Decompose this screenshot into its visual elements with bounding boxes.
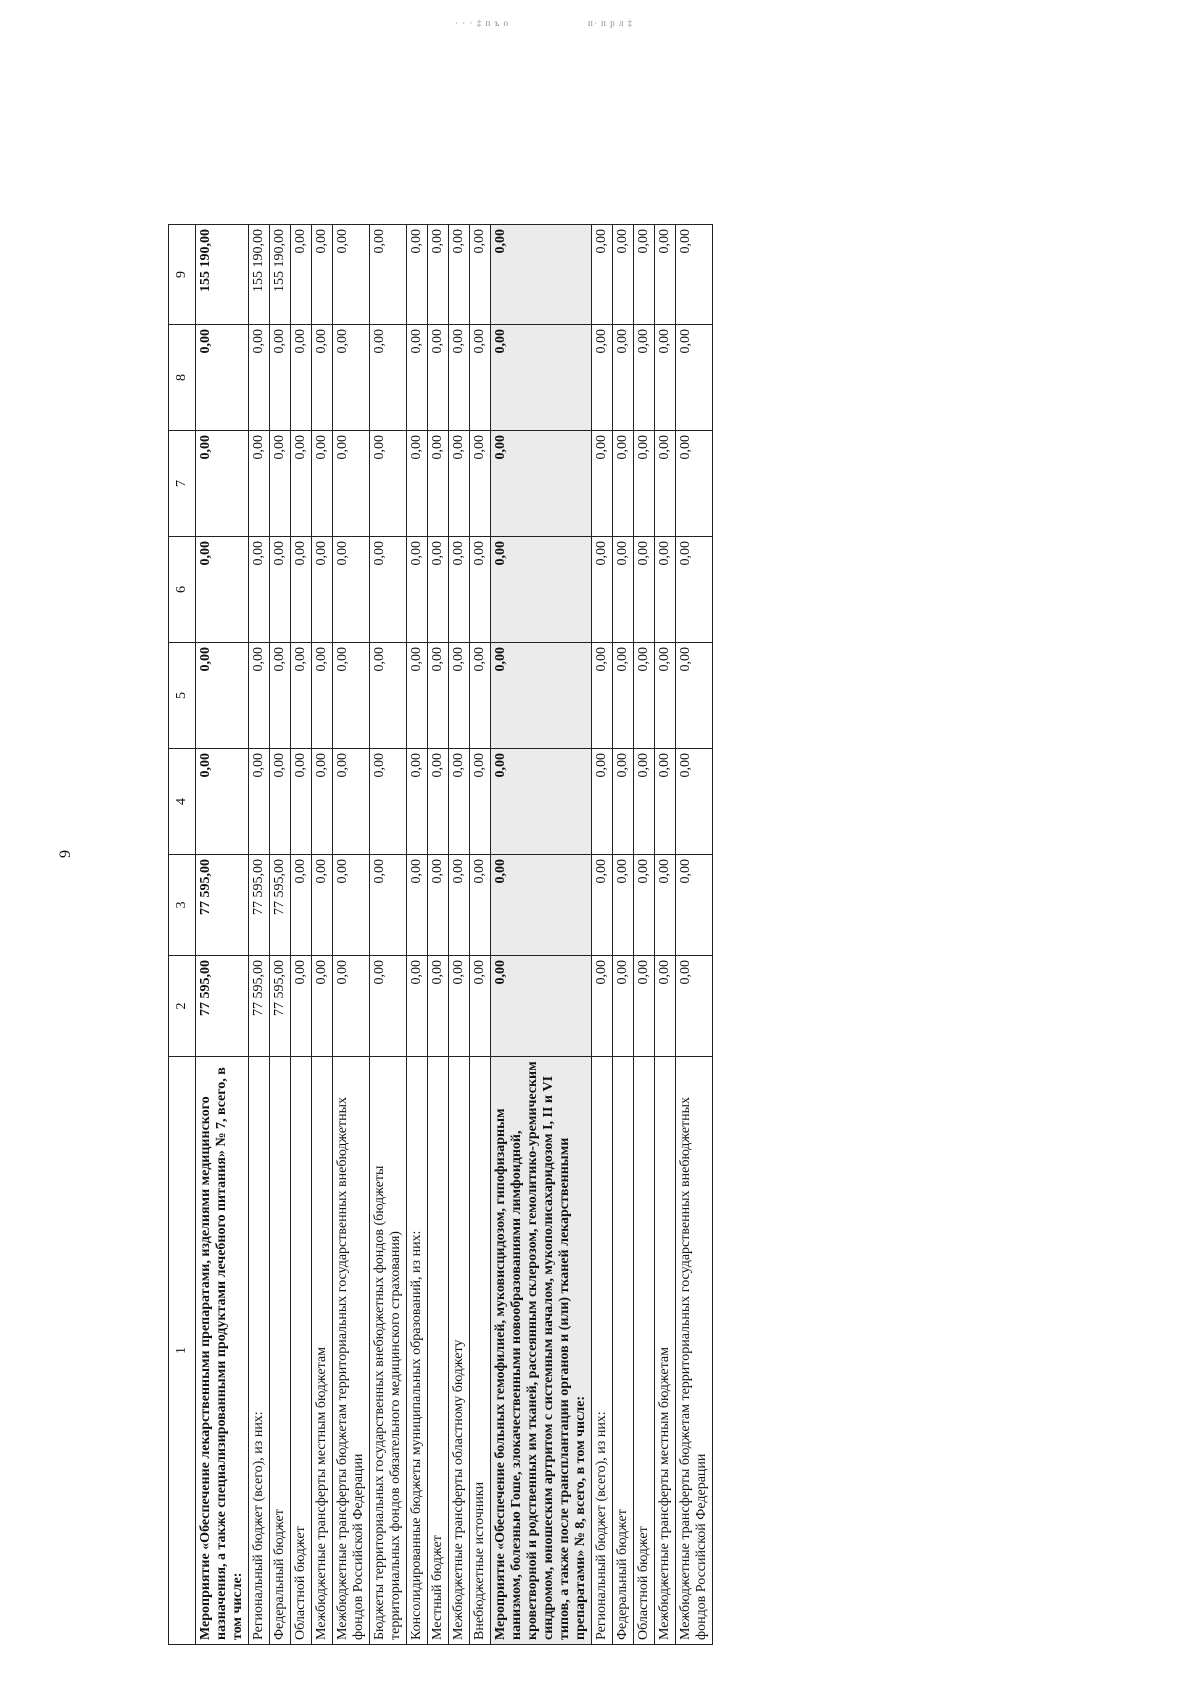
- value-cell: 0,00: [592, 325, 613, 431]
- value-cell: 77 595,00: [249, 855, 270, 956]
- value-cell: 0,00: [428, 537, 449, 643]
- value-cell: 0,00: [491, 956, 592, 1057]
- value-cell: 0,00: [470, 431, 491, 537]
- row-label: Мероприятие «Обеспечение лекарственными препаратами, изделиями медицинского назначения, а также специализированными продуктами лечебного питания» № 7, всего, в том числе:: [196, 1057, 249, 1645]
- value-cell: 0,00: [470, 643, 491, 749]
- value-cell: 77 595,00: [270, 855, 291, 956]
- value-cell: 0,00: [333, 431, 370, 537]
- value-cell: 0,00: [655, 643, 676, 749]
- value-cell: 0,00: [613, 749, 634, 855]
- value-cell: 0,00: [291, 431, 312, 537]
- value-cell: 0,00: [291, 855, 312, 956]
- column-header: 7: [169, 431, 196, 537]
- value-cell: 0,00: [407, 431, 428, 537]
- value-cell: 0,00: [370, 749, 407, 855]
- value-cell: 0,00: [249, 431, 270, 537]
- value-cell: 0,00: [370, 643, 407, 749]
- value-cell: 0,00: [270, 431, 291, 537]
- value-cell: 0,00: [613, 855, 634, 956]
- value-cell: 0,00: [428, 749, 449, 855]
- value-cell: 0,00: [370, 325, 407, 431]
- scan-mark-left: · · · ‡ п ъ о: [455, 18, 509, 28]
- value-cell: 0,00: [196, 749, 249, 855]
- value-cell: 0,00: [655, 855, 676, 956]
- value-cell: 0,00: [613, 643, 634, 749]
- value-cell: 0,00: [291, 749, 312, 855]
- value-cell: 77 595,00: [270, 956, 291, 1057]
- value-cell: 0,00: [333, 643, 370, 749]
- table-body: [196, 225, 713, 1645]
- table-row: [634, 225, 655, 1645]
- value-cell: 0,00: [449, 325, 470, 431]
- table-row: [249, 225, 270, 1645]
- value-cell: 0,00: [291, 225, 312, 325]
- value-cell: 0,00: [312, 225, 333, 325]
- column-header: 9: [169, 225, 196, 325]
- value-cell: 0,00: [449, 643, 470, 749]
- value-cell: 0,00: [428, 225, 449, 325]
- value-cell: 0,00: [592, 431, 613, 537]
- header-row: [169, 225, 196, 1645]
- value-cell: 0,00: [491, 537, 592, 643]
- page-number: 9: [57, 850, 74, 858]
- value-cell: 0,00: [370, 431, 407, 537]
- value-cell: 0,00: [312, 855, 333, 956]
- value-cell: 0,00: [270, 537, 291, 643]
- row-label: Консолидированные бюджеты муниципальных образований, из них:: [407, 1057, 428, 1645]
- value-cell: 0,00: [291, 956, 312, 1057]
- value-cell: 0,00: [249, 643, 270, 749]
- value-cell: 0,00: [634, 956, 655, 1057]
- value-cell: 0,00: [312, 749, 333, 855]
- value-cell: 0,00: [270, 643, 291, 749]
- table-row: [333, 225, 370, 1645]
- column-header: 8: [169, 325, 196, 431]
- value-cell: 0,00: [428, 643, 449, 749]
- value-cell: 0,00: [613, 431, 634, 537]
- value-cell: 0,00: [407, 643, 428, 749]
- value-cell: 0,00: [196, 643, 249, 749]
- value-cell: 0,00: [249, 325, 270, 431]
- value-cell: 0,00: [613, 537, 634, 643]
- value-cell: 0,00: [196, 537, 249, 643]
- value-cell: 0,00: [249, 537, 270, 643]
- row-label: Местный бюджет: [428, 1057, 449, 1645]
- row-label: Межбюджетные трансферты бюджетам территориальных государственных внебюджетных фондов Российской Федерации: [676, 1057, 713, 1645]
- row-label: Межбюджетные трансферты местным бюджетам: [312, 1057, 333, 1645]
- value-cell: 0,00: [491, 325, 592, 431]
- table-row: [613, 225, 634, 1645]
- value-cell: 0,00: [470, 325, 491, 431]
- value-cell: 0,00: [407, 855, 428, 956]
- value-cell: 0,00: [634, 855, 655, 956]
- value-cell: 0,00: [270, 325, 291, 431]
- value-cell: 0,00: [676, 537, 713, 643]
- value-cell: 0,00: [291, 643, 312, 749]
- value-cell: 0,00: [449, 956, 470, 1057]
- value-cell: 0,00: [655, 749, 676, 855]
- value-cell: 0,00: [428, 956, 449, 1057]
- value-cell: 0,00: [592, 537, 613, 643]
- table-row: [655, 225, 676, 1645]
- table-row: [196, 225, 249, 1645]
- row-label: Региональный бюджет (всего), из них:: [592, 1057, 613, 1645]
- value-cell: 0,00: [676, 956, 713, 1057]
- value-cell: 0,00: [592, 643, 613, 749]
- value-cell: 0,00: [634, 537, 655, 643]
- value-cell: 0,00: [592, 956, 613, 1057]
- value-cell: 0,00: [634, 431, 655, 537]
- row-label: Межбюджетные трансферты местным бюджетам: [655, 1057, 676, 1645]
- value-cell: 0,00: [291, 537, 312, 643]
- table-row: [449, 225, 470, 1645]
- table-row: [407, 225, 428, 1645]
- value-cell: 0,00: [655, 537, 676, 643]
- value-cell: 0,00: [449, 537, 470, 643]
- value-cell: 0,00: [676, 325, 713, 431]
- value-cell: 0,00: [449, 749, 470, 855]
- column-header: 6: [169, 537, 196, 643]
- value-cell: 0,00: [196, 431, 249, 537]
- value-cell: 155 190,00: [270, 225, 291, 325]
- value-cell: 0,00: [470, 537, 491, 643]
- value-cell: 0,00: [333, 325, 370, 431]
- row-label: Региональный бюджет (всего), из них:: [249, 1057, 270, 1645]
- value-cell: 0,00: [655, 431, 676, 537]
- value-cell: 0,00: [370, 956, 407, 1057]
- value-cell: 155 190,00: [196, 225, 249, 325]
- column-header: 1: [169, 1057, 196, 1645]
- value-cell: 0,00: [634, 749, 655, 855]
- value-cell: 0,00: [407, 749, 428, 855]
- value-cell: 0,00: [676, 749, 713, 855]
- value-cell: 0,00: [470, 855, 491, 956]
- row-label: Бюджеты территориальных государственных внебюджетных фондов (бюджеты территориальных фондов обязательного медицинского страхования): [370, 1057, 407, 1645]
- value-cell: 0,00: [333, 749, 370, 855]
- table-row: [428, 225, 449, 1645]
- row-label: Внебюджетные источники: [470, 1057, 491, 1645]
- value-cell: 0,00: [312, 643, 333, 749]
- value-cell: 0,00: [312, 431, 333, 537]
- table-row: [312, 225, 333, 1645]
- value-cell: 0,00: [407, 956, 428, 1057]
- value-cell: 0,00: [370, 855, 407, 956]
- scan-mark-right: п· п р л ‡: [588, 18, 634, 28]
- value-cell: 0,00: [270, 749, 291, 855]
- value-cell: 77 595,00: [196, 956, 249, 1057]
- value-cell: 0,00: [449, 855, 470, 956]
- table-row: [676, 225, 713, 1645]
- value-cell: 0,00: [592, 749, 613, 855]
- value-cell: 0,00: [491, 431, 592, 537]
- value-cell: 0,00: [312, 956, 333, 1057]
- value-cell: 0,00: [312, 325, 333, 431]
- value-cell: 0,00: [613, 956, 634, 1057]
- column-header: 5: [169, 643, 196, 749]
- value-cell: 0,00: [470, 749, 491, 855]
- value-cell: 77 595,00: [249, 956, 270, 1057]
- value-cell: 0,00: [449, 225, 470, 325]
- value-cell: 0,00: [491, 225, 592, 325]
- value-cell: 0,00: [407, 537, 428, 643]
- value-cell: 0,00: [370, 537, 407, 643]
- value-cell: 0,00: [370, 225, 407, 325]
- value-cell: 0,00: [491, 855, 592, 956]
- value-cell: 0,00: [428, 325, 449, 431]
- row-label: Федеральный бюджет: [613, 1057, 634, 1645]
- value-cell: 0,00: [613, 225, 634, 325]
- table-row: [370, 225, 407, 1645]
- value-cell: 0,00: [592, 225, 613, 325]
- value-cell: 0,00: [655, 956, 676, 1057]
- value-cell: 0,00: [249, 749, 270, 855]
- value-cell: 0,00: [196, 325, 249, 431]
- value-cell: 0,00: [676, 431, 713, 537]
- value-cell: 0,00: [470, 956, 491, 1057]
- value-cell: 0,00: [676, 855, 713, 956]
- column-header: 3: [169, 855, 196, 956]
- row-label: Мероприятие «Обеспечение больных гемофилией, муковисцидозом, гипофизарным нанизмом, болезнью Гоше, злокачественными новообразованиями лимфоидной, кроветворной и родственных им тканей, рассеянным склерозом, гемолитико-уремическим синдромом, юношеским артритом с системным началом, мукополисахаридозом I, II и VI типов, а также после трансплантации органов и (или) тканей лекарственными препаратами» № 8, всего, в том числе:: [491, 1057, 592, 1645]
- value-cell: 0,00: [634, 325, 655, 431]
- column-header: 4: [169, 749, 196, 855]
- value-cell: 0,00: [333, 225, 370, 325]
- value-cell: 0,00: [333, 956, 370, 1057]
- table-row: [270, 225, 291, 1645]
- value-cell: 0,00: [333, 537, 370, 643]
- value-cell: 0,00: [655, 225, 676, 325]
- value-cell: 0,00: [676, 225, 713, 325]
- value-cell: 0,00: [470, 225, 491, 325]
- table-row: [491, 225, 592, 1645]
- row-label: Областной бюджет: [291, 1057, 312, 1645]
- value-cell: 0,00: [592, 855, 613, 956]
- budget-table: [168, 224, 713, 1645]
- row-label: Межбюджетные трансферты бюджетам территориальных государственных внебюджетных фондов Российской Федерации: [333, 1057, 370, 1645]
- table-row: [291, 225, 312, 1645]
- value-cell: 0,00: [491, 749, 592, 855]
- row-label: Областной бюджет: [634, 1057, 655, 1645]
- value-cell: 0,00: [407, 225, 428, 325]
- table-row: [592, 225, 613, 1645]
- value-cell: 0,00: [333, 855, 370, 956]
- value-cell: 0,00: [676, 643, 713, 749]
- value-cell: 0,00: [634, 643, 655, 749]
- table-wrapper: [168, 224, 713, 1645]
- value-cell: 0,00: [491, 643, 592, 749]
- value-cell: 0,00: [312, 537, 333, 643]
- value-cell: 0,00: [407, 325, 428, 431]
- value-cell: 77 595,00: [196, 855, 249, 956]
- row-label: Межбюджетные трансферты областному бюджету: [449, 1057, 470, 1645]
- table-row: [470, 225, 491, 1645]
- column-header: 2: [169, 956, 196, 1057]
- value-cell: 0,00: [291, 325, 312, 431]
- value-cell: 155 190,00: [249, 225, 270, 325]
- row-label: Федеральный бюджет: [270, 1057, 291, 1645]
- value-cell: 0,00: [428, 855, 449, 956]
- value-cell: 0,00: [428, 431, 449, 537]
- value-cell: 0,00: [449, 431, 470, 537]
- value-cell: 0,00: [613, 325, 634, 431]
- value-cell: 0,00: [634, 225, 655, 325]
- value-cell: 0,00: [655, 325, 676, 431]
